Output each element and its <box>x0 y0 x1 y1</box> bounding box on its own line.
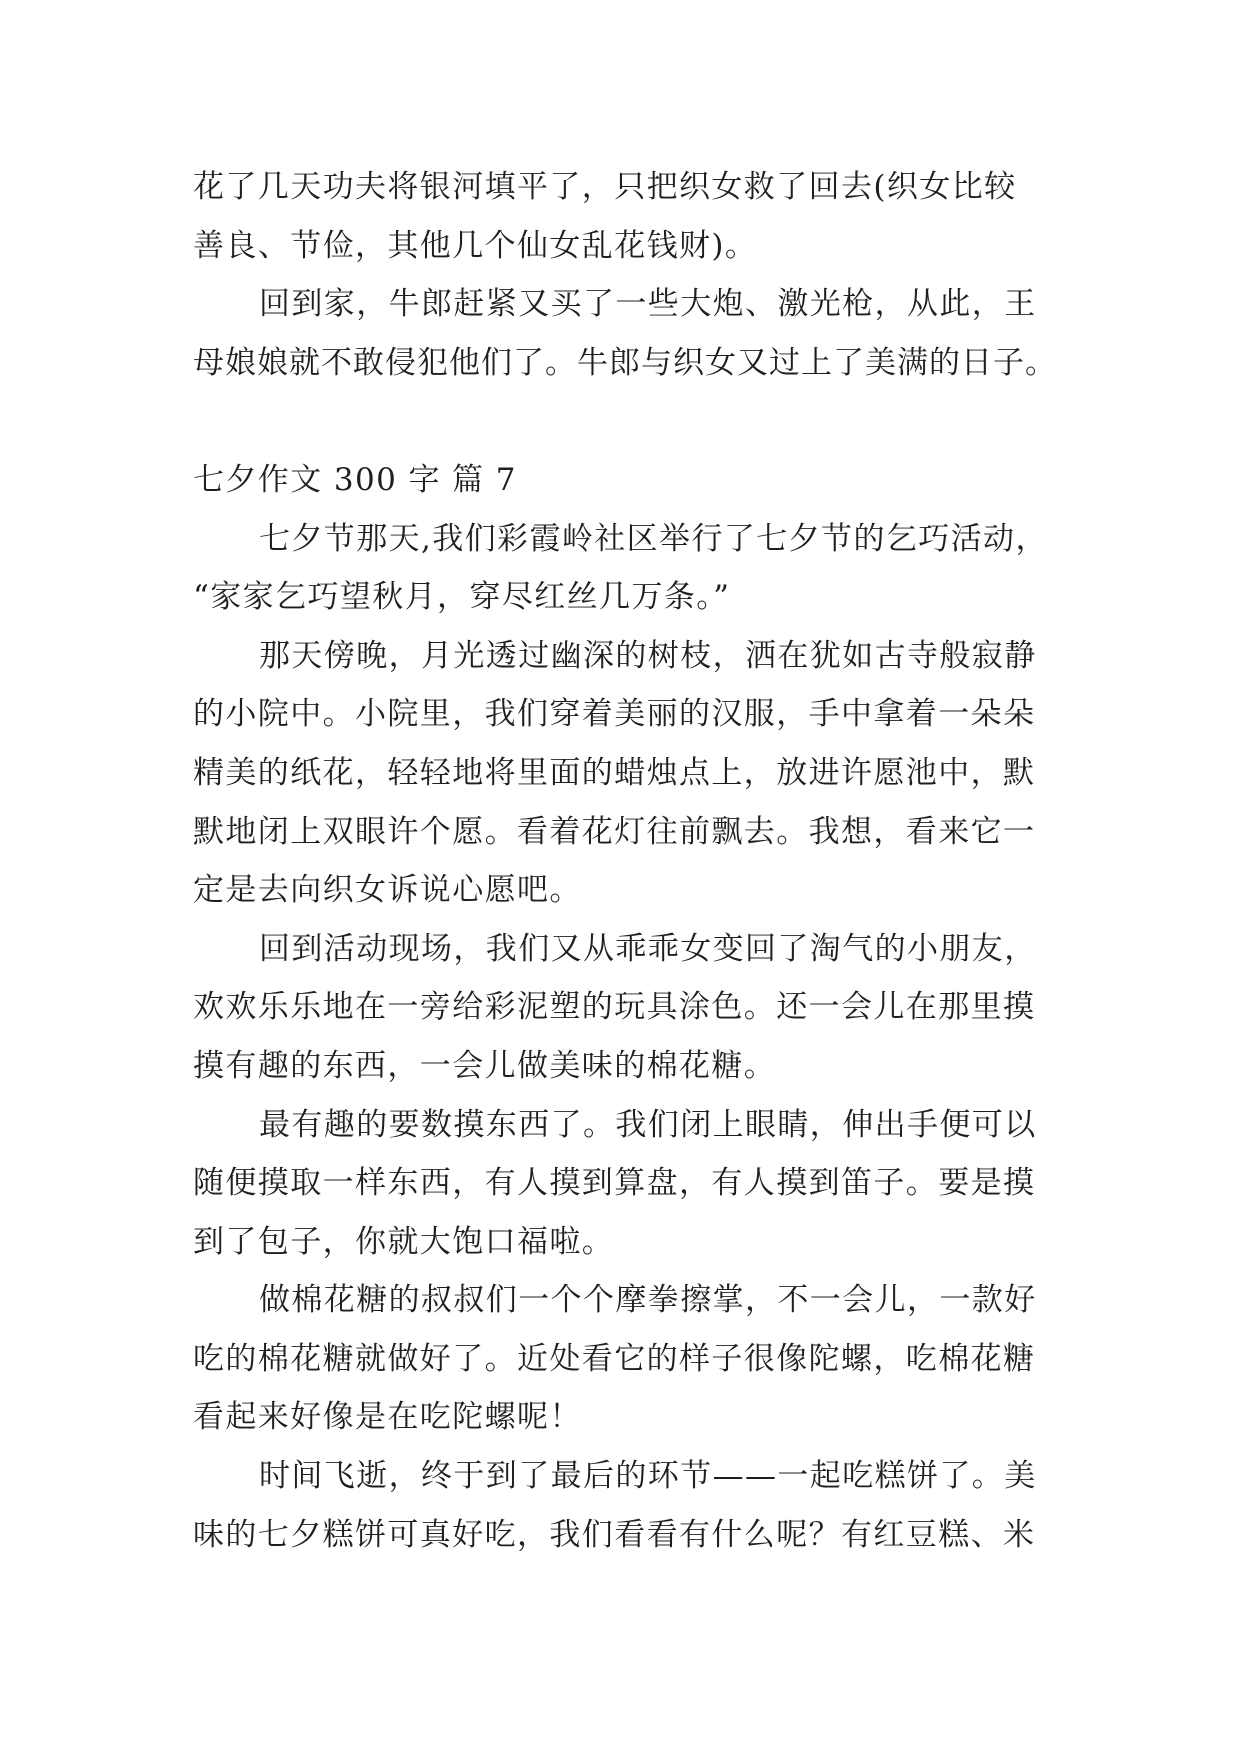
text-line: 吃的棉花糖就做好了。近处看它的样子很像陀螺，吃棉花糖 <box>193 1340 1036 1377</box>
text-line: 七夕节那天,我们彩霞岭社区举行了七夕节的乞巧活动， <box>259 520 1048 557</box>
paragraph <box>193 627 1059 920</box>
text-line: 摸有趣的东西，一会儿做美味的棉花糖。 <box>193 1047 777 1084</box>
text-line: 花了几天功夫将银河填平了，只把织女救了回去(织女比较 <box>193 169 1017 205</box>
text-line: 默地闭上双眼许个愿。看着花灯往前飘去。我想，看来它一 <box>193 813 1036 850</box>
text-line: 欢欢乐乐地在一旁给彩泥塑的玩具涂色。还一会儿在那里摸 <box>193 989 1036 1026</box>
text-line: 母娘娘就不敢侵犯他们了。牛郎与织女又过上了美满的日子。 <box>193 344 1057 381</box>
text-line: 定是去向织女诉说心愿吧。 <box>193 872 582 909</box>
document-body <box>193 158 1059 1564</box>
paragraph <box>193 1096 1059 1272</box>
text-line: 到了包子，你就大饱口福啦。 <box>193 1223 615 1260</box>
text-line: 最有趣的要数摸东西了。我们闭上眼睛，伸出手便可以 <box>259 1106 1037 1143</box>
paragraph <box>193 510 1059 627</box>
paragraph <box>193 158 1059 275</box>
text-line: 做棉花糖的叔叔们一个个摩拳擦掌，不一会儿，一款好 <box>259 1282 1037 1319</box>
text-line: 精美的纸花，轻轻地将里面的蜡烛点上，放进许愿池中，默 <box>193 754 1036 791</box>
text-line: 回到家，牛郎赶紧又买了一些大炮、激光枪，从此，王 <box>259 286 1037 323</box>
text-line: 味的七夕糕饼可真好吃，我们看看有什么呢？有红豆糕、米 <box>193 1516 1036 1553</box>
text-line: 回到活动现场，我们又从乖乖女变回了淘气的小朋友， <box>259 930 1037 967</box>
section-heading: 七夕作文 300 字 篇 7 <box>193 461 517 498</box>
paragraph <box>193 1447 1059 1564</box>
paragraph <box>193 920 1059 1096</box>
text-line: 看起来好像是在吃陀螺呢！ <box>193 1399 582 1436</box>
text-line: 的小院中。小院里，我们穿着美丽的汉服，手中拿着一朵朵 <box>193 696 1036 733</box>
paragraph <box>193 1271 1059 1447</box>
text-line: 善良、节俭，其他几个仙女乱花钱财)。 <box>193 227 758 264</box>
paragraph <box>193 275 1059 392</box>
text-line: 时间飞逝，终于到了最后的环节——一起吃糕饼了。美 <box>259 1458 1037 1495</box>
text-line: “家家乞巧望秋月，穿尽红丝几万条。” <box>193 579 731 616</box>
text-line: 那天傍晚，月光透过幽深的树枝，洒在犹如古寺般寂静 <box>259 637 1037 674</box>
text-line: 随便摸取一样东西，有人摸到算盘，有人摸到笛子。要是摸 <box>193 1165 1036 1202</box>
